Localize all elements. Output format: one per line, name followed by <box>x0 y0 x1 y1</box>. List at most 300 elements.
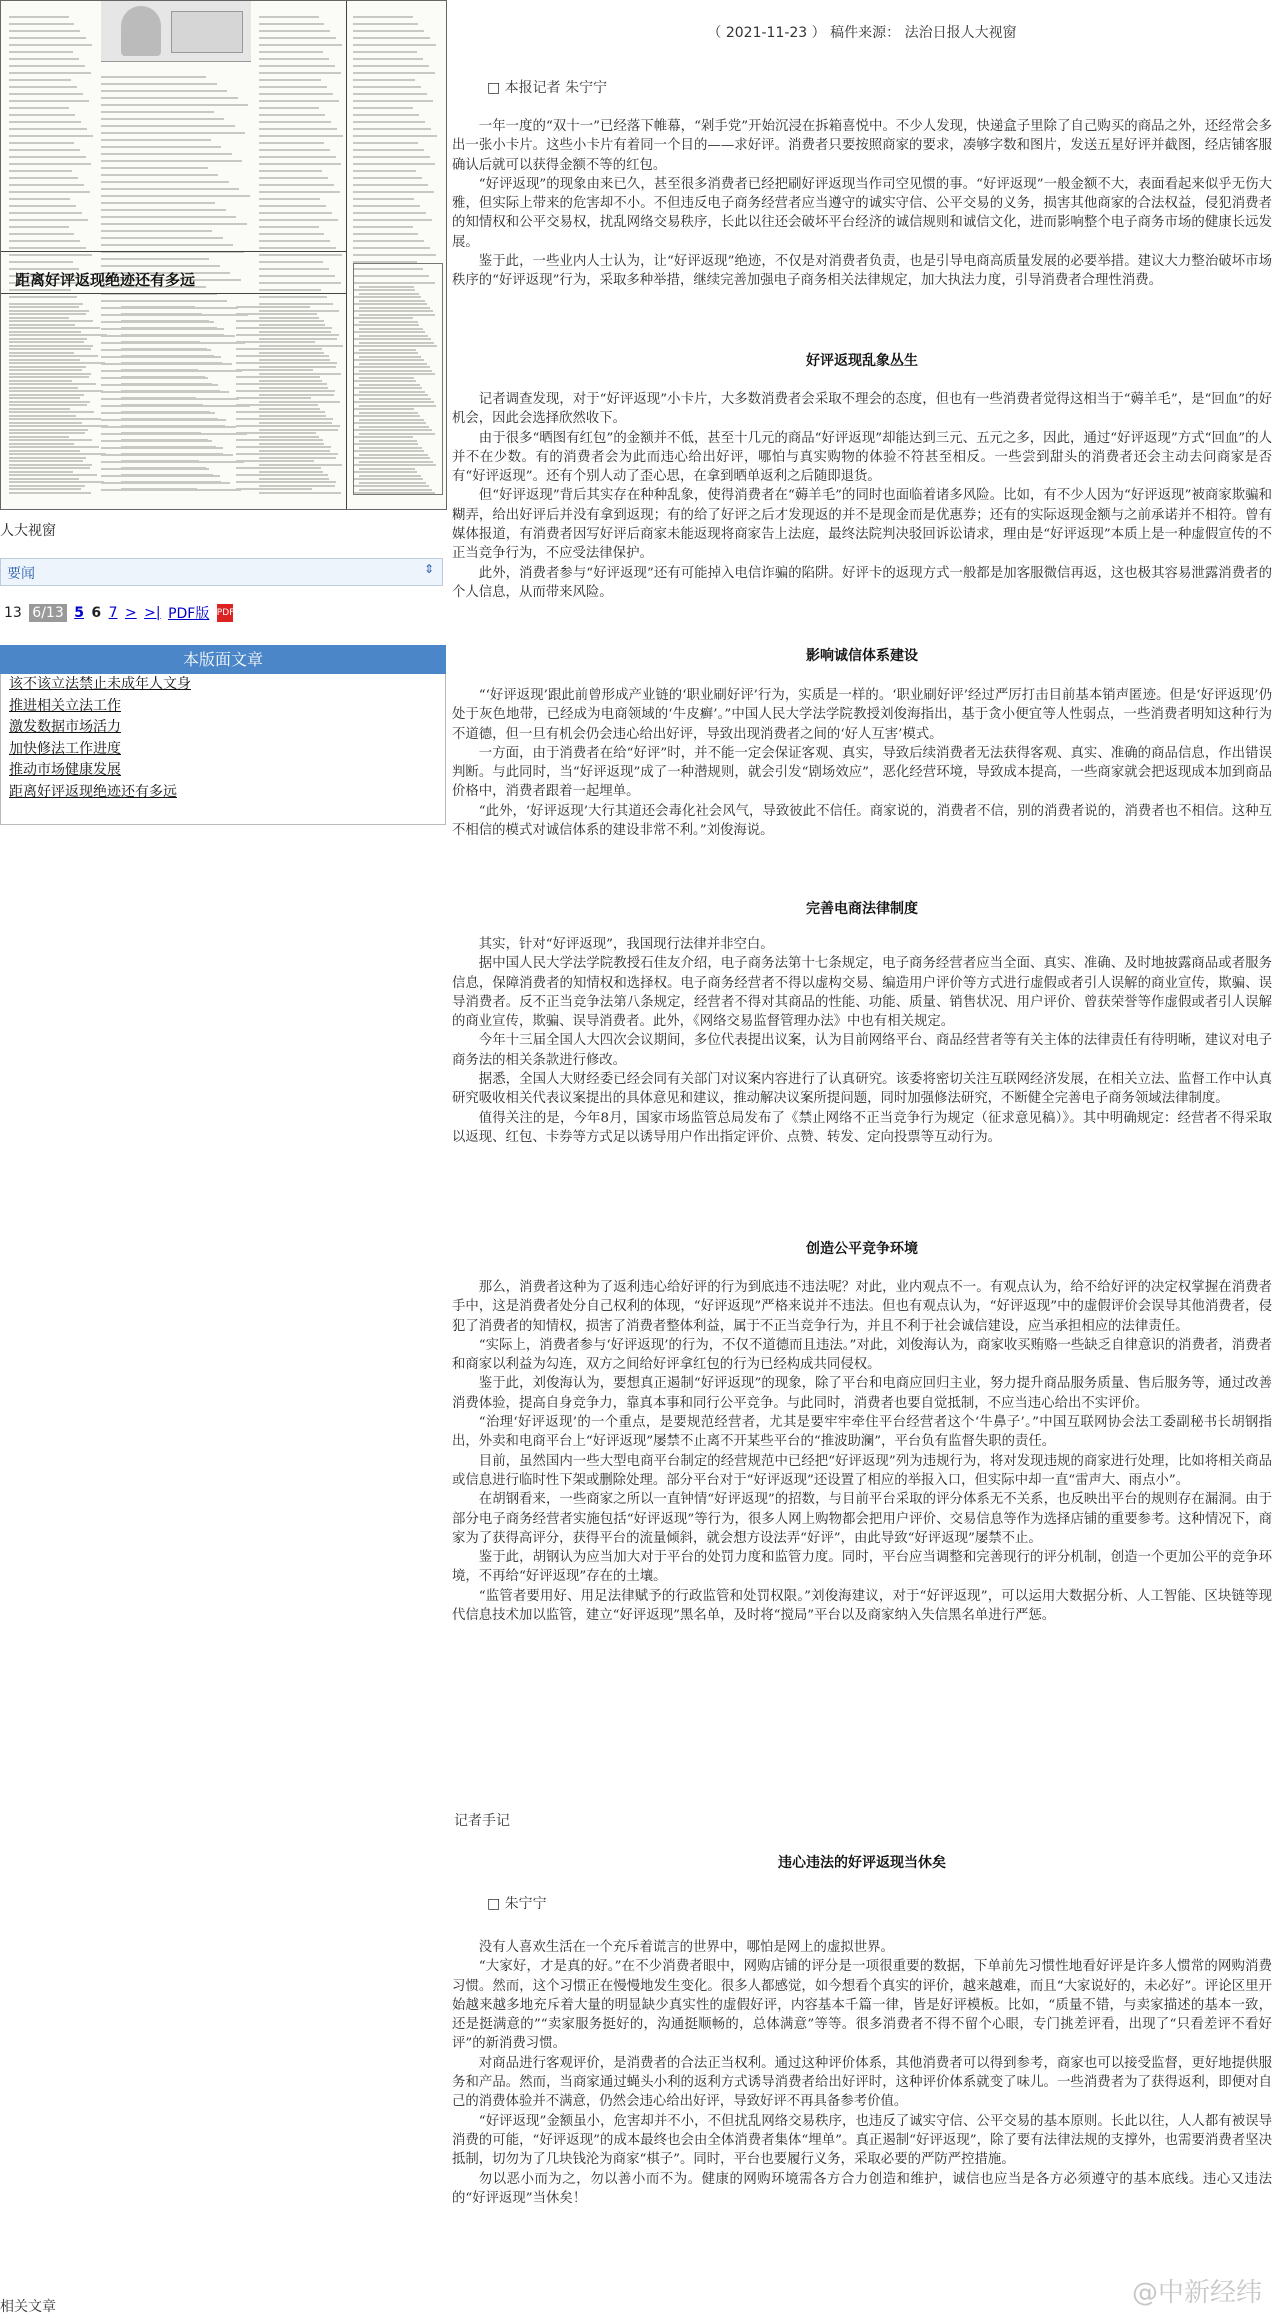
page-current: 6/13 <box>29 604 66 622</box>
newspaper-text-line <box>259 128 337 130</box>
article-meta: （ 2021-11-23 ） 稿件来源： 法治日报人大视窗 <box>707 25 1017 41</box>
newspaper-text-line <box>259 121 331 123</box>
newspaper-text-line <box>236 376 320 378</box>
newspaper-text-line <box>359 335 428 337</box>
newspaper-text-line <box>121 474 213 476</box>
chevron-updown-icon: ⇕ <box>423 562 434 576</box>
article-section-intro <box>452 117 1272 291</box>
watermark: @中新经纬 <box>1131 2278 1262 2308</box>
newspaper-text-line <box>9 37 86 39</box>
paragraph: “治理‘好评返现’的一个重点，是要规范经营者，尤其是要牢牢牵住平台经营者这个‘牛鼻子’。”中国互联网协会法工委副秘书长胡钢指出，外卖和电商平台上“好评返现”屡禁不止离不开某些平台的“推波助澜”，平台负有监督失职的责任。 <box>452 1415 1272 1450</box>
paragraph: “好评返现”金额虽小，危害却并不小，不但扰乱网络交易秩序，也违反了诚实守信、公平交易的基本原则。长此以往，人人都有被误导消费的可能，“好评返现”的成本最终也会由全体消费者集体“埋单”。真正遏制“好评返现”，除了要有法律法规的支撑外，也需要消费者坚决抵制，切勿为了几块钱沦为商家“棋子”。同时，平台也要履行义务，采取必要的严防严控措施。 <box>452 2113 1272 2168</box>
newspaper-text-line <box>9 481 104 483</box>
newspaper-text-line <box>101 216 236 218</box>
newspaper-text-line <box>101 90 227 92</box>
newspaper-text-line <box>353 156 430 158</box>
paragraph: 据悉，全国人大财经委已经会同有关部门对议案内容进行了认真研究。该委将密切关注互联网经济发展，在相关立法、监督工作中认真研究吸收相关代表议案提出的具体意见和建议，推动解决议案所提问题，同时加强修法研究，不断健全完善电子商务领域法律制度。 <box>452 1072 1272 1107</box>
newspaper-text-line <box>259 219 338 221</box>
newspaper-text-line <box>121 369 198 371</box>
newspaper-text-line <box>101 195 250 197</box>
newspaper-text-line <box>259 23 324 25</box>
newspaper-text-line <box>101 97 238 99</box>
article-section-4 <box>452 1278 1272 1625</box>
newspaper-text-line <box>359 419 424 421</box>
related-articles-heading: 本版面文章 <box>0 645 446 674</box>
newspaper-text-line <box>9 72 91 74</box>
newspaper-text-line <box>236 467 321 469</box>
next-page-link[interactable]: > <box>124 605 137 621</box>
newspaper-text-line <box>9 254 92 256</box>
cartoon-illustration <box>101 1 251 62</box>
newspaper-text-line <box>121 397 196 399</box>
newspaper-text-line <box>353 226 413 228</box>
newspaper-text-line <box>259 86 327 88</box>
newspaper-text-line <box>9 390 103 392</box>
newspaper-text-line <box>359 412 418 414</box>
newspaper-text-line <box>236 355 329 357</box>
last-page-link[interactable]: >| <box>144 605 161 621</box>
newspaper-text-line <box>101 181 229 183</box>
article <box>452 0 1284 2311</box>
newspaper-text-line <box>121 383 212 385</box>
newspaper-text-line <box>359 426 429 428</box>
newspaper-text-line <box>101 258 209 260</box>
newspaper-text-line <box>9 156 86 158</box>
newspaper-text-line <box>359 300 425 302</box>
notes-byline: □ 朱宁宁 <box>487 1896 547 1912</box>
newspaper-text-line <box>359 307 430 309</box>
newspaper-text-line <box>121 313 202 315</box>
newspaper-text-line <box>353 191 434 193</box>
newspaper-text-line <box>9 65 85 67</box>
related-article-link[interactable]: 激发数据市场活力 <box>9 719 121 735</box>
paragraph: 一年一度的“双十一”已经落下帷幕，“剁手党”开始沉浸在拆箱喜悦中。不少人发现，快递盒子里除了自己购买的商品之外，还经常会多出一张小卡片。这些小卡片有着同一个目的——求好评。消费者只要按照商家的要求，凑够字数和图片，发送五星好评并截图，经店铺客服确认后就可以获得金额不等的红包。 <box>452 119 1272 173</box>
paragraph: 据中国人民大学法学院教授石佳友介绍，电子商务法第十七条规定，电子商务经营者应当全面、真实、准确、及时地披露商品或者服务信息，保障消费者的知情权和选择权。电子商务经营者不得以虚构交易、编造用户评价等方式进行虚假或者引人误解的商业宣传，欺骗、误导消费者。反不正当竞争法第八条规定，经营者不得对其商品的性能、功能、质量、销售状况、用户评价、曾获荣誉等作虚假或者引人误解的商业宣传，欺骗、误导消费者。此外，《网络交易监督管理办法》中也有相关规定。 <box>452 956 1272 1030</box>
newspaper-text-line <box>9 460 83 462</box>
newspaper-text-line <box>101 265 220 267</box>
newspaper-text-line <box>121 327 217 329</box>
notes-body <box>452 1938 1272 2208</box>
newspaper-text-line <box>259 247 336 249</box>
newspaper-text-line <box>101 160 242 162</box>
newspaper-text-line <box>353 16 413 18</box>
newspaper-text-line <box>359 370 432 372</box>
left-panel <box>0 0 448 2315</box>
newspaper-text-line <box>101 125 235 127</box>
newspaper-text-line <box>353 121 425 123</box>
newspaper-text-line <box>9 488 81 490</box>
newspaper-text-line <box>9 212 82 214</box>
newspaper-text-line <box>9 121 81 123</box>
newspaper-text-line <box>9 93 83 95</box>
newspaper-text-line <box>259 289 321 291</box>
newspaper-text-line <box>9 432 85 434</box>
newspaper-text-line <box>359 384 420 386</box>
newspaper-text-line <box>9 184 84 186</box>
page-6: 6 <box>91 605 102 621</box>
newspaper-text-line <box>101 230 212 232</box>
newspaper-text-line <box>236 369 313 371</box>
newspaper-text-line <box>353 58 423 60</box>
newspaper-text-line <box>9 355 98 357</box>
paragraph: 鉴于此，一些业内人士认为，让“好评返现”绝迹，不仅是对消费者负责，也是引导电商高质量发展的必要举措。建议大力整治破坏市场秩序的“好评返现”行为，采取多种举措，继续完善加强电子商务相关法律规定，加大执法力度，引导消费者合理性消费。 <box>452 254 1272 289</box>
related-article-link[interactable]: 推动市场健康发展 <box>9 762 121 778</box>
newspaper-text-line <box>353 240 424 242</box>
newspaper-text-line <box>359 447 422 449</box>
newspaper-text-line <box>259 233 324 235</box>
paper-name: 人大视窗 <box>0 523 56 539</box>
newspaper-text-line <box>9 170 72 172</box>
newspaper-text-line <box>353 79 415 81</box>
newspaper-text-line <box>359 489 432 491</box>
newspaper-text-line <box>259 198 320 200</box>
newspaper-text-line <box>359 286 414 288</box>
newspaper-text-line <box>9 313 86 315</box>
newspaper-text-line <box>359 328 423 330</box>
newspaper-text-line <box>353 37 430 39</box>
newspaper-text-line <box>121 446 216 448</box>
paragraph: 那么，消费者这种为了返利违心给好评的行为到底违不违法呢？对此，业内观点不一。有观点认为，给不给好评的决定权掌握在消费者手中，这是消费者处分自己权利的体现，“好评返现”严格来说并不违法。但也有观点认为，“好评返现”中的虚假评价会误导其他消费者，侵犯了消费者的知情权，损害了消费者整体利益，属于不正当竞争行为，并且不利于社会诚信建设，应当承担相应的法律责任。 <box>452 1280 1272 1334</box>
newspaper-text-line <box>353 163 435 165</box>
newspaper-text-line <box>259 261 323 263</box>
related-label: 相关文章 <box>0 2299 56 2315</box>
newspaper-text-line <box>359 440 417 442</box>
newspaper-text-line <box>236 390 335 392</box>
newspaper-text-line <box>9 341 84 343</box>
newspaper-text-line <box>121 306 195 308</box>
newspaper-text-line <box>9 411 94 413</box>
section-heading: 影响诚信体系建设 <box>806 648 918 664</box>
article-section-2 <box>452 686 1272 840</box>
newspaper-text-line <box>236 306 310 308</box>
newspaper-text-column <box>359 281 437 510</box>
newspaper-text-line <box>9 383 96 385</box>
newspaper-text-line <box>259 191 340 193</box>
newspaper-text-line <box>259 275 335 277</box>
paragraph: 目前，虽然国内一些大型电商平台制定的经营规范中已经把“好评返现”列为违规行为，将对发现违规的商家进行处理，比如将相关商品或信息进行临时性下架或删除处理。部分平台对于“好评返现”还设置了相应的举报入口，但实际中却一直“雷声大、雨点小”。 <box>452 1453 1272 1488</box>
newspaper-text-line <box>9 177 78 179</box>
newspaper-text-line <box>9 362 105 364</box>
pdf-link[interactable]: PDF版 <box>168 606 210 622</box>
section-select[interactable] <box>0 558 443 586</box>
newspaper-text-line <box>359 349 416 351</box>
newspaper-text-line <box>359 468 415 470</box>
page-total: 13 <box>4 605 22 621</box>
newspaper-text-line <box>359 363 427 365</box>
newspaper-text-line <box>9 135 93 137</box>
newspaper-text-line <box>259 135 343 137</box>
paragraph: 其实，针对“好评返现”，我国现行法律并非空白。 <box>478 937 774 952</box>
newspaper-text-line <box>236 418 333 420</box>
section-heading: 创造公平竞争环境 <box>806 1241 918 1257</box>
newspaper-text-line <box>9 149 80 151</box>
paragraph: “监管者要用好、用足法律赋予的行政监管和处罚权限。”刘俊海建议，对于“好评返现”，可以运用大数据分析、人工智能、区块链等现代信息技术加以监管，建立“好评返现”黑名单，及时将“搅局”平台以及商家纳入失信黑名单进行严惩。 <box>452 1588 1272 1624</box>
newspaper-text-line <box>101 146 221 148</box>
newspaper-text-line <box>353 149 424 151</box>
newspaper-text-line <box>101 118 224 120</box>
newspaper-text-line <box>259 163 341 165</box>
newspaper-text-line <box>101 111 214 113</box>
newspaper-text-line <box>236 453 338 455</box>
newspaper-text-line <box>236 348 322 350</box>
newspaper-text-line <box>121 432 201 434</box>
newspaper-text-line <box>236 334 339 336</box>
newspaper-text-line <box>9 86 77 88</box>
newspaper-text-line <box>259 58 329 60</box>
newspaper-text-line <box>101 174 218 176</box>
related-article-link[interactable]: 距离好评返现绝迹还有多远 <box>9 783 177 800</box>
newspaper-text-line <box>259 107 319 109</box>
newspaper-text-line <box>259 72 341 74</box>
newspaper-text-line <box>353 23 418 25</box>
newspaper-text-line <box>259 268 329 270</box>
paragraph: “‘好评返现’跟此前曾形成产业链的‘职业刷好评’行为，实质是一样的。‘职业刷好评’经过严厉打击目前基本销声匿迹。但是‘好评返现’仍处于灰色地带，已经成为电商领域的‘牛皮癣’。”中国人民大学法学院教授刘俊海指出，基于贪小便宜等人性弱点，一些消费者明知这种行为不道德，但一旦有机会仍会违心给出好评，导致出现消费者之间的‘好人互害’模式。 <box>452 688 1272 742</box>
newspaper-text-line <box>9 107 69 109</box>
paragraph: “好评返现”的现象由来已久，甚至很多消费者已经把刷好评返现当作司空见惯的事。“好评返现”一般金额不大，表面看起来似乎无伤大雅，但实际上带来的危害却不小。不但违反电子商务经营者应当遵守的诚实守信、公平交易的义务，损害其他商家的合法权益，侵犯消费者的知情权和公平交易权，扰乱网络交易秩序，长此以往还会破坏平台经济的诚信规则和诚信文化，进而影响整个电子商务市场的健康长远发展。 <box>452 176 1272 250</box>
newspaper-text-line <box>9 404 87 406</box>
newspaper-text-line <box>353 184 428 186</box>
newspaper-text-line <box>9 247 86 249</box>
newspaper-text-line <box>259 254 342 256</box>
newspaper-text-line <box>121 411 210 413</box>
newspaper-text-line <box>9 219 88 221</box>
page-link-5[interactable]: 5 <box>74 605 84 621</box>
newspaper-text-line <box>236 432 316 434</box>
paragraph: “大家好，才是真的好。”在不少消费者眼中，网购店铺的评分是一项很重要的数据，下单前先习惯性地看好评是许多人惯常的网购消费习惯。然而，这个习惯正在慢慢地发生变化。很多人都感觉，如今想看个真实的评价，越来越难，而且“大家说好的，未必好”。评论区里开始越来越多地充斥着大量的明显缺少真实性的虚假好评，内容基本千篇一律，皆是好评模板。比如，“质量不错，与卖家描述的基本一致，还是挺满意的”“卖家服务挺好的，沟通挺顺畅的，总体满意”等等。很多消费者不得不留个心眼，专门挑差评看，出现了“只看差评不看好评”的新消费习惯。 <box>452 1959 1272 2052</box>
newspaper-text-line <box>359 405 436 407</box>
related-article-link[interactable]: 加快修法工作进度 <box>9 740 121 757</box>
newspaper-text-line <box>9 198 70 200</box>
newspaper-headline: 距离好评返现绝迹还有多远 <box>15 271 196 289</box>
paragraph: 今年十三届全国人大四次会议期间，多位代表提出议案，认为目前网络平台、商品经营者等有关主体的法律责任有待明晰，建议对电子商务法的相关条款进行修改。 <box>452 1033 1272 1068</box>
paragraph: 勿以恶小而为之，勿以善小而不为。健康的网购环境需各方合力创造和维护，诚信也应当是各方必须遵守的基本底线。违心又违法的“好评返现”当休矣！ <box>452 2171 1272 2206</box>
related-article-link[interactable]: 该不该立法禁止未成年人文身 <box>9 676 191 692</box>
pdf-icon[interactable]: PDF <box>217 604 233 622</box>
newspaper-text-line <box>9 369 82 371</box>
paragraph: 鉴于此，胡钢认为应当加大对于平台的处罚力度和监管力度。同时，平台应当调整和完善现行的评分机制，创造一个更加公平的竞争环境，不再给“好评返现”存在的土壤。 <box>452 1550 1272 1585</box>
newspaper-text-line <box>259 240 330 242</box>
newspaper-text-line <box>9 453 106 455</box>
newspaper-text-line <box>236 383 327 385</box>
newspaper-page-thumbnail[interactable] <box>0 0 447 510</box>
newspaper-text-line <box>9 191 90 193</box>
newspaper-text-line <box>9 226 69 228</box>
newspaper-text-line <box>259 65 335 67</box>
newspaper-text-line <box>101 209 226 211</box>
newspaper-text-line <box>9 348 91 350</box>
newspaper-text-line <box>236 411 325 413</box>
newspaper-text-column <box>121 301 226 510</box>
article-section-3 <box>452 935 1272 1147</box>
newspaper-text-line <box>236 327 332 329</box>
newspaper-text-line <box>259 296 327 298</box>
newspaper-text-line <box>353 247 430 249</box>
related-article-link[interactable]: 推进相关立法工作 <box>9 697 121 714</box>
newspaper-text-line <box>359 314 435 316</box>
newspaper-text-line <box>9 240 80 242</box>
paragraph: 值得关注的是，今年8月，国家市场监管总局发布了《禁止网络不正当竞争行为规定（征求意见稿）》。其中明确规定：经营者不得采取以返现、红包、卡券等方式足以诱导用户作出指定评价、点赞、转发、定向投票等互动行为。 <box>452 1110 1272 1145</box>
newspaper-text-line <box>121 355 214 357</box>
newspaper-text-line <box>9 320 93 322</box>
notes-label: 记者手记 <box>454 1813 510 1829</box>
newspaper-text-line <box>259 184 334 186</box>
newspaper-text-line <box>9 23 74 25</box>
paragraph: 对商品进行客观评价，是消费者的合法正当权利。通过这种评价体系，其他消费者可以得到参考，商家也可以接受监督，更好地提供服务和产品。然而，当商家通过蝇头小利的返利方式诱导消费者给出好评时，这种评价体系就变了味儿。一些消费者为了获得返利，即便对自己的消费体验并不满意，仍然会违心给出好评，导致好评不再具备参考价值。 <box>452 2055 1272 2110</box>
newspaper-text-line <box>259 51 323 53</box>
newspaper-text-line <box>353 177 422 179</box>
newspaper-text-line <box>101 153 232 155</box>
article-byline: □ 本报记者 朱宁宁 <box>487 80 608 96</box>
newspaper-text-line <box>353 212 426 214</box>
newspaper-text-line <box>9 261 73 263</box>
newspaper-text-line <box>259 100 339 102</box>
newspaper-text-line <box>236 313 317 315</box>
newspaper-text-line <box>359 461 433 463</box>
newspaper-text-line <box>9 163 91 165</box>
newspaper-text-line <box>236 446 331 448</box>
page-navigation <box>4 603 236 627</box>
newspaper-text-line <box>121 481 221 483</box>
newspaper-text-line <box>9 425 108 427</box>
newspaper-text-line <box>9 376 89 378</box>
newspaper-text-line <box>259 226 319 228</box>
newspaper-text-line <box>101 83 217 85</box>
newspaper-text-line <box>353 44 436 46</box>
newspaper-text-line <box>359 482 426 484</box>
newspaper-text-line <box>101 76 206 78</box>
newspaper-text-line <box>359 391 425 393</box>
newspaper-text-line <box>9 58 79 60</box>
section-heading: 完善电商法律制度 <box>806 901 918 917</box>
newspaper-text-line <box>9 100 89 102</box>
newspaper-text-line <box>353 30 424 32</box>
section-heading: 好评返现乱象丛生 <box>806 353 918 369</box>
newspaper-text-line <box>353 51 417 53</box>
newspaper-text-line <box>353 93 427 95</box>
newspaper-text-line <box>236 481 336 483</box>
paragraph: 但“好评返现”背后其实存在种种乱象，使得消费者在“薅羊毛”的同时也面临着诸多风险。比如，有不少人因为“好评返现”被商家欺骗和糊弄，给出好评后并没有拿到返现；有的给了好评之后才发现返的并不是现金而是优惠券；还有的实际返现金额与之前承诺并不相符。曾有媒体报道，有消费者因写好评后商家未能返现将商家告上法庭，最终法院判决驳回诉讼请求，理由是“好评返现”本质上是一种虚假宣传的不正当竞争行为，不应受法律保护。 <box>452 488 1272 562</box>
newspaper-text-line <box>359 342 434 344</box>
newspaper-text-line <box>353 86 421 88</box>
newspaper-text-line <box>9 397 80 399</box>
newspaper-text-column <box>9 301 109 510</box>
newspaper-text-line <box>353 198 414 200</box>
newspaper-text-line <box>121 418 218 420</box>
section-select-value: 要闻 <box>7 566 35 582</box>
newspaper-text-line <box>259 149 330 151</box>
newspaper-text-line <box>236 362 337 364</box>
paragraph: 在胡钢看来，一些商家之所以一直钟情“好评返现”的招数，与目前平台采取的评分体系无不关系，也反映出平台的规则存在漏洞。由于部分电子商务经营者实施包括“好评返现”等行为，很多人网上购物都会把用户评价、交易信息等作为选择店铺的重要参考。这种情况下，商家为了获得高评分，获得平台的流量倾斜，就会想方设法弄“好评”，由此导致“好评返现”屡禁不止。 <box>452 1492 1272 1546</box>
newspaper-text-line <box>9 142 74 144</box>
newspaper-text-line <box>353 65 429 67</box>
newspaper-text-line <box>121 467 206 469</box>
newspaper-text-line <box>259 170 322 172</box>
newspaper-text-line <box>259 205 326 207</box>
newspaper-text-line <box>9 30 80 32</box>
article-section-1 <box>452 390 1272 602</box>
newspaper-text-line <box>236 460 314 462</box>
newspaper-text-line <box>353 142 418 144</box>
newspaper-text-line <box>353 107 413 109</box>
newspaper-text-line <box>101 244 233 246</box>
paragraph: 没有人喜欢生活在一个充斥着谎言的世界中，哪怕是网上的虚拟世界。 <box>478 1940 894 1955</box>
newspaper-text-line <box>121 362 222 364</box>
newspaper-text-line <box>9 467 90 469</box>
paragraph: 鉴于此，刘俊海认为，要想真正遏制“好评返现”的现象，除了平台和电商应回归主业，努力提升商品服务质量、售后服务等，通过改善消费体验，提高自身竞争力，靠真本事和同行公平竞争。与此同时，消费者也要自觉抵制，不应当违心给出不实评价。 <box>452 1376 1272 1411</box>
newspaper-text-line <box>359 293 419 295</box>
newspaper-text-line <box>9 418 101 420</box>
newspaper-text-line <box>259 282 341 284</box>
paragraph: 一方面，由于消费者在给“好评”时，并不能一定会保证客观、真实，导致后续消费者无法获得客观、真实、准确的商品信息，作出错误判断。与此同时，当“好评返现”成了一种潜规则，就会引发“剧场效应”，恶化经营环境，导致成本提高，一些商家就会把返现成本加到商品价格中，消费者跟着一起埋单。 <box>452 745 1272 800</box>
newspaper-text-line <box>359 454 428 456</box>
newspaper-text-line <box>9 16 69 18</box>
paragraph: 此外，消费者参与“好评返现”还有可能掉入电信诈骗的陷阱。好评卡的返现方式一般都是加客服微信再返，这也极其容易泄露消费者的个人信息，从而带来风险。 <box>452 565 1272 600</box>
newspaper-text-line <box>353 205 420 207</box>
newspaper-text-line <box>101 237 223 239</box>
newspaper-text-line <box>359 398 431 400</box>
related-articles-list <box>0 674 446 825</box>
newspaper-text-line <box>259 93 333 95</box>
newspaper-text-line <box>101 139 211 141</box>
newspaper-text-line <box>121 439 208 441</box>
newspaper-text-line <box>9 79 71 81</box>
newspaper-text-line <box>9 205 76 207</box>
newspaper-text-line <box>236 488 312 490</box>
newspaper-text-line <box>236 425 340 427</box>
newspaper-text-line <box>121 320 209 322</box>
newspaper-text-line <box>9 51 73 53</box>
newspaper-text-line <box>353 219 432 221</box>
newspaper-text-line <box>101 223 247 225</box>
newspaper-text-line <box>259 16 319 18</box>
newspaper-text-line <box>259 156 336 158</box>
paragraph: 由于很多“晒图有红包”的金额并不低，甚至十几元的商品“好评返现”却能达到三元、五元之多，因此，通过“好评返现”方式“回血”的人并不在少数。有的消费者会为此而违心给出好评，哪怕与真实购物的体验不符甚至相反。一些尝到甜头的消费者还会主动去问商家是否有“好评返现”。还有个别人动了歪心思，在拿到晒单返利之后随即退货。 <box>452 430 1272 485</box>
newspaper-text-line <box>236 439 323 441</box>
newspaper-text-line <box>259 44 342 46</box>
page-link-7[interactable]: 7 <box>108 605 118 621</box>
notes-title: 违心违法的好评返现当休矣 <box>778 1855 946 1871</box>
newspaper-text-line <box>353 170 416 172</box>
newspaper-text-line <box>353 233 418 235</box>
newspaper-text-line <box>121 390 220 392</box>
newspaper-text-line <box>121 404 203 406</box>
newspaper-text-line <box>259 142 324 144</box>
newspaper-text-line <box>353 128 431 130</box>
paragraph: “此外，‘好评返现’大行其道还会毒化社会风气，导致彼此不信任。商家说的，消费者不信，别的消费者说的，消费者也不相信。这种互不相信的模式对诚信体系的建设非常不利。”刘俊海说。 <box>452 803 1272 839</box>
newspaper-text-line <box>121 488 197 490</box>
newspaper-text-line <box>101 132 245 134</box>
newspaper-text-line <box>9 296 77 298</box>
newspaper-text-line <box>236 404 318 406</box>
newspaper-text-line <box>9 474 97 476</box>
newspaper-text-line <box>121 334 224 336</box>
newspaper-text-line <box>101 188 239 190</box>
newspaper-text-line <box>259 212 332 214</box>
newspaper-text-line <box>101 167 208 169</box>
newspaper-text-line <box>353 254 436 256</box>
newspaper-text-line <box>9 44 92 46</box>
newspaper-text-line <box>353 100 433 102</box>
newspaper-text-line <box>121 460 199 462</box>
newspaper-text-line <box>101 202 215 204</box>
newspaper-text-line <box>9 306 79 308</box>
newspaper-text-line <box>259 37 336 39</box>
newspaper-text-line <box>9 334 107 336</box>
newspaper-text-line <box>121 425 225 427</box>
newspaper-text-line <box>9 327 100 329</box>
newspaper-text-line <box>236 474 328 476</box>
newspaper-text-line <box>259 177 328 179</box>
